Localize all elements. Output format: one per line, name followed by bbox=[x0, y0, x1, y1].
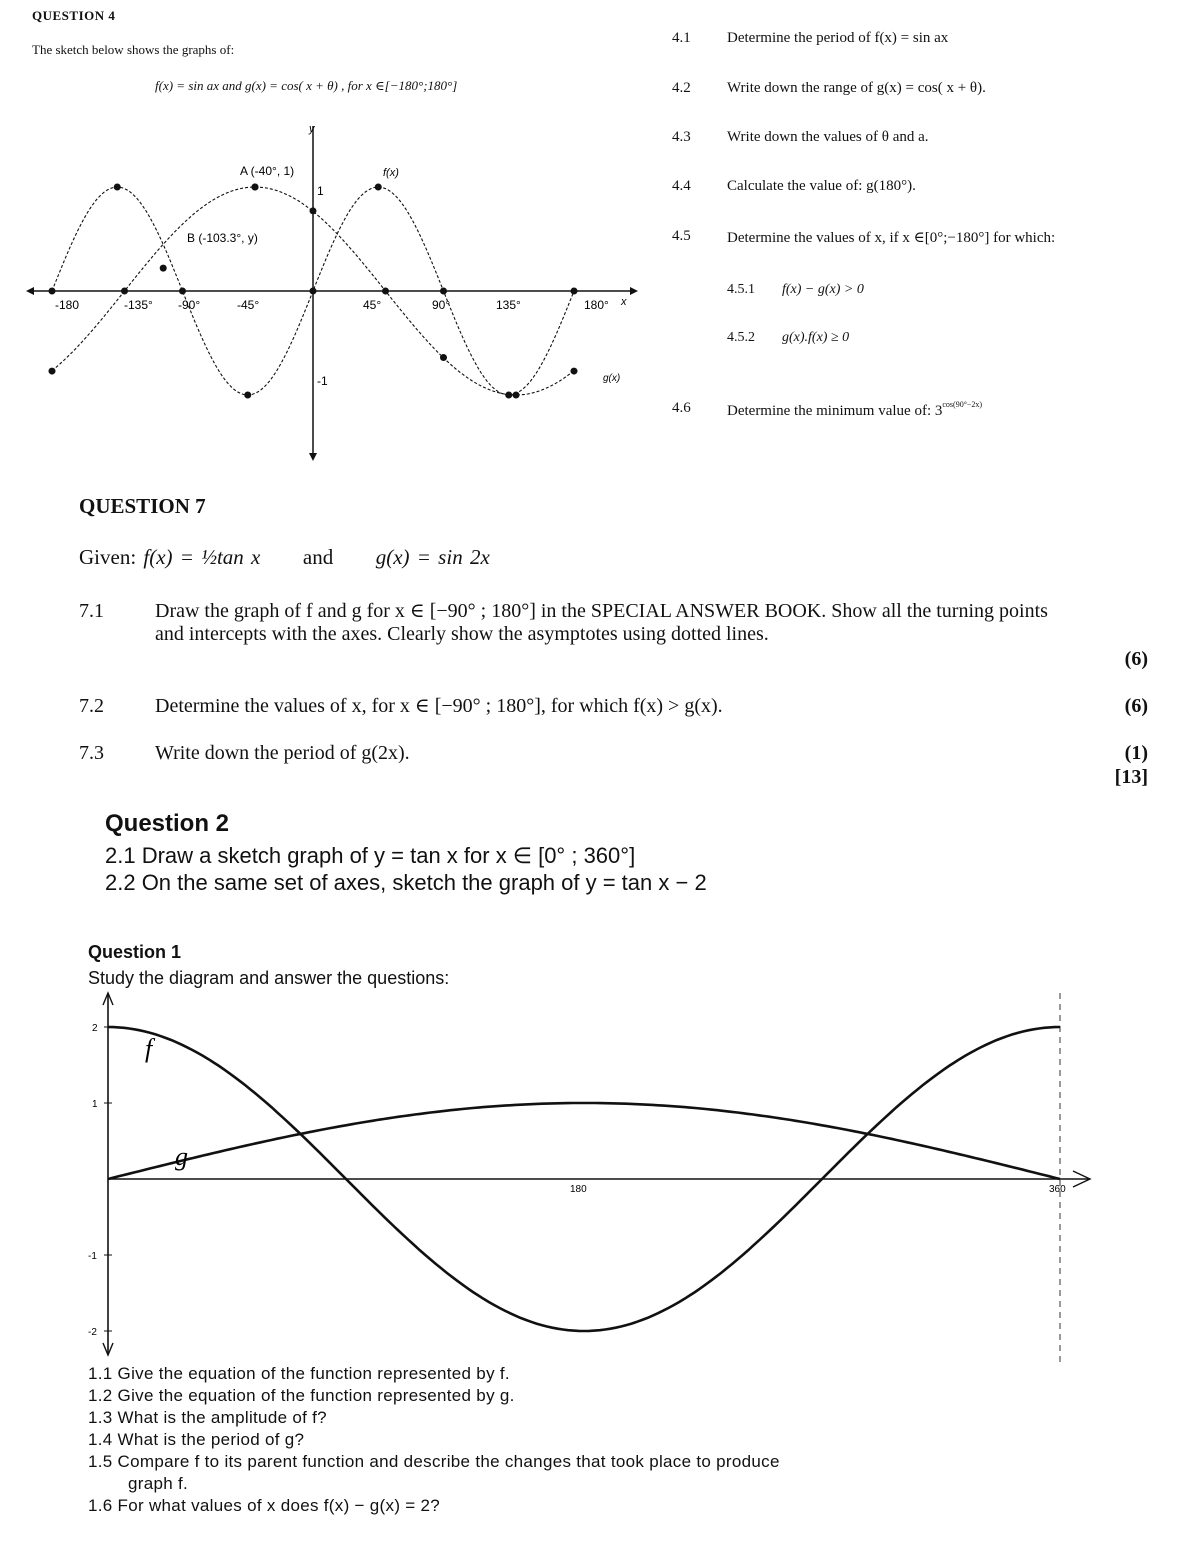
q1-question: 1.6 For what values of x does f(x) − g(x) = 2? bbox=[88, 1496, 441, 1515]
q2-line: 2.1 Draw a sketch graph of y = tan x for x ∈ [0° ; 360°] bbox=[105, 843, 636, 868]
q1-x-tick-label: 180 bbox=[570, 1184, 587, 1195]
q1-y-tick-label: -1 bbox=[88, 1251, 97, 1262]
q2-line: 2.2 On the same set of axes, sketch the graph of y = tan x − 2 bbox=[105, 870, 707, 895]
q4-x-tick-label: -45° bbox=[237, 298, 260, 312]
q4-question-number: 4.5.2 bbox=[727, 330, 755, 345]
q4-g-label: g(x) bbox=[603, 373, 621, 384]
q4-point-b-label: B (-103.3°, y) bbox=[187, 231, 258, 245]
q1-question: 1.4 What is the period of g? bbox=[88, 1430, 305, 1449]
q4-g-point bbox=[310, 207, 317, 214]
q4-f-point bbox=[440, 288, 447, 295]
q7-item-text: Write down the period of g(2x). bbox=[155, 742, 410, 764]
q4-y-axis-label: y bbox=[309, 123, 315, 135]
q4-f-point bbox=[49, 288, 56, 295]
q7-total: [13] bbox=[1114, 766, 1148, 788]
q7-marks: (6) bbox=[1124, 648, 1148, 670]
q1-f-label: f bbox=[145, 1034, 153, 1063]
q4-question-text: Write down the range of g(x) = cos( x + θ). bbox=[727, 80, 986, 96]
q4-g-point bbox=[571, 368, 578, 375]
q7-item-text: Draw the graph of f and g for x ∈ [−90° ; 180°] in the SPECIAL ANSWER BOOK. Show all the turning points and intercepts with the axes. Clearly show the asymptotes using dotted lines. bbox=[155, 600, 1048, 645]
q4-question-number: 4.2 bbox=[672, 80, 691, 96]
q7-given-f: f(x) = ½tan x bbox=[143, 545, 261, 569]
q4-question-number: 4.4 bbox=[672, 178, 691, 194]
q4-heading: QUESTION 4 bbox=[32, 8, 116, 23]
q4-graph bbox=[25, 118, 645, 463]
q1-intro: Study the diagram and answer the questions: bbox=[88, 968, 450, 988]
q1-question: 1.3 What is the amplitude of f? bbox=[88, 1408, 327, 1427]
q4-exponent: cos(90°−2x) bbox=[942, 400, 983, 409]
q4-question-number: 4.3 bbox=[672, 129, 691, 145]
q1-question: 1.2 Give the equation of the function represented by g. bbox=[88, 1386, 515, 1405]
q4-f-label: f(x) bbox=[383, 167, 399, 179]
q4-f-point bbox=[505, 392, 512, 399]
q4-point-a-label: A (-40°, 1) bbox=[240, 164, 295, 178]
q4-g-point bbox=[121, 288, 128, 295]
q4-f-point bbox=[179, 288, 186, 295]
q7-marks: (6) bbox=[1124, 695, 1148, 717]
q1-y-tick-label: -2 bbox=[88, 1327, 97, 1338]
q4-question-number: 4.1 bbox=[672, 30, 691, 46]
q1-g-label: g bbox=[175, 1142, 188, 1171]
q4-f-point bbox=[244, 392, 251, 399]
q4-question-text: Determine the minimum value of: 3 bbox=[727, 403, 943, 419]
q4-x-tick-label: 180° bbox=[584, 298, 609, 312]
q1-y-tick-label: 1 bbox=[92, 1099, 98, 1110]
q4-x-tick-label: -90° bbox=[178, 298, 201, 312]
q7-given-and: and bbox=[302, 545, 334, 569]
q7-item-number: 7.1 bbox=[79, 600, 104, 622]
q4-question-number: 4.5 bbox=[672, 228, 691, 244]
q4-x-tick-label: -180 bbox=[55, 298, 80, 312]
q4-question-number: 4.5.1 bbox=[727, 282, 755, 297]
q4-x-tick-label: 90° bbox=[432, 298, 451, 312]
q4-x-tick-label: -135° bbox=[124, 298, 153, 312]
q4-y-tick-neg1: -1 bbox=[317, 374, 328, 388]
q4-g-point bbox=[49, 368, 56, 375]
q4-g-point bbox=[513, 392, 520, 399]
q4-x-axis-label: x bbox=[621, 296, 627, 308]
q7-item-number: 7.2 bbox=[79, 695, 104, 717]
q4-question-text: Write down the values of θ and a. bbox=[727, 129, 929, 145]
q1-axes bbox=[103, 993, 1090, 1363]
q7-given-prefix: Given: bbox=[79, 545, 137, 569]
q7-marks: (1) bbox=[1124, 742, 1148, 764]
q4-y-tick-1: 1 bbox=[317, 184, 324, 198]
q1-graph bbox=[75, 985, 1115, 1370]
q1-question: 1.5 Compare f to its parent function and describe the changes that took place to produce bbox=[88, 1452, 780, 1471]
q7-item-number: 7.3 bbox=[79, 742, 104, 764]
q1-x-tick-label: 360 bbox=[1049, 1184, 1066, 1195]
q7-item-text: Determine the values of x, for x ∈ [−90° ; 180°], for which f(x) > g(x). bbox=[155, 695, 723, 717]
q4-g-point bbox=[382, 288, 389, 295]
q4-f-point bbox=[571, 288, 578, 295]
q4-question-text: Determine the values of x, if x ∈[0°;−180°] for which: bbox=[727, 230, 1056, 246]
q4-f-point bbox=[114, 184, 121, 191]
q1-y-tick-label: 2 bbox=[92, 1023, 98, 1034]
q4-f-point bbox=[310, 288, 317, 295]
q4-question-text: f(x) − g(x) > 0 bbox=[782, 282, 864, 297]
q7-given-g: g(x) = sin 2x bbox=[375, 545, 490, 569]
q4-f-point bbox=[375, 184, 382, 191]
q1-question-continued: graph f. bbox=[128, 1474, 189, 1493]
q4-x-tick-label: 45° bbox=[363, 298, 382, 312]
q4-question-text: Determine the period of f(x) = sin ax bbox=[727, 30, 949, 46]
q7-heading: QUESTION 7 bbox=[79, 494, 206, 518]
q1-heading: Question 1 bbox=[88, 942, 182, 962]
q2-heading: Question 2 bbox=[105, 810, 230, 837]
q4-axes bbox=[26, 126, 638, 461]
q4-question-number: 4.6 bbox=[672, 400, 691, 416]
q4-g-point bbox=[440, 354, 447, 361]
q1-question: 1.1 Give the equation of the function represented by f. bbox=[88, 1364, 510, 1383]
q1-g-curve bbox=[108, 1103, 1060, 1179]
q4-question-text: Calculate the value of: g(180°). bbox=[727, 178, 916, 194]
q4-intro: The sketch below shows the graphs of: bbox=[32, 42, 235, 57]
q4-definition: f(x) = sin ax and g(x) = cos( x + θ) , for x ∈[−180°;180°] bbox=[155, 78, 458, 93]
q4-point-a bbox=[252, 184, 259, 191]
q4-question-text: g(x).f(x) ≥ 0 bbox=[782, 330, 850, 345]
q7-given bbox=[79, 545, 490, 570]
q4-x-tick-label: 135° bbox=[496, 298, 521, 312]
q4-point-b bbox=[160, 265, 167, 272]
